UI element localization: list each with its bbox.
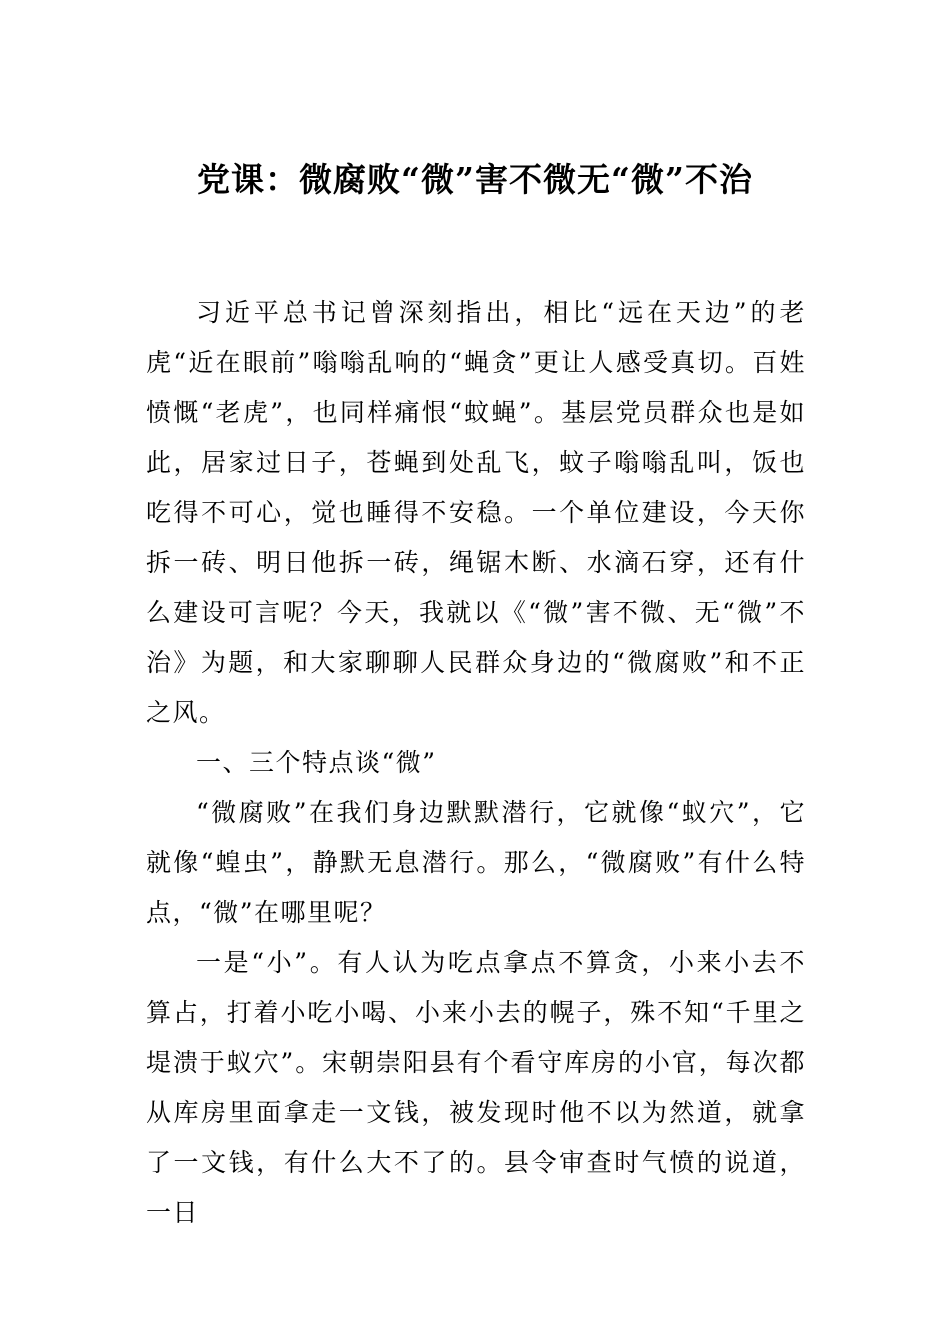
paragraph-intro: 习近平总书记曾深刻指出，相比“远在天边”的老虎“近在眼前”嗡嗡乱响的“蝇贪”更让人感受真切。百姓愤慨“老虎”，也同样痛恨“蚊蝇”。基层党员群众也是如此，居家过日子，苍蝇到处乱飞，蚊子嗡嗡乱叫，饭也吃得不可心，觉也睡得不安稳。一个单位建设，今天你拆一砖、明日他拆一砖，绳锯木断、水滴石穿，还有什么建设可言呢？今天，我就以《“微”害不微、无“微”不治》为题，和大家聊聊人民群众身边的“微腐败”和不正之风。	[146, 298, 806, 727]
paragraph-features: “微腐败”在我们身边默默潜行，它就像“蚁穴”，它就像“蝗虫”，静默无息潜行。那么，“微腐败”有什么特点，“微”在哪里呢？	[146, 798, 806, 927]
section-heading: 一、三个特点谈“微”	[196, 748, 437, 777]
document-title: 党课：微腐败“微”害不微无“微”不治	[197, 160, 753, 199]
paragraph-point-one: 一是“小”。有人认为吃点拿点不算贪，小来小去不算占，打着小吃小喝、小来小去的幌子，殊不知“千里之堤溃于蚁穴”。宋朝崇阳县有个看守库房的小官，每次都从库房里面拿走一文钱，被发现时他不以为然道，就拿了一文钱，有什么大不了的。县令审查时气愤的说道，一日	[146, 948, 806, 1227]
document-body	[146, 288, 806, 1238]
